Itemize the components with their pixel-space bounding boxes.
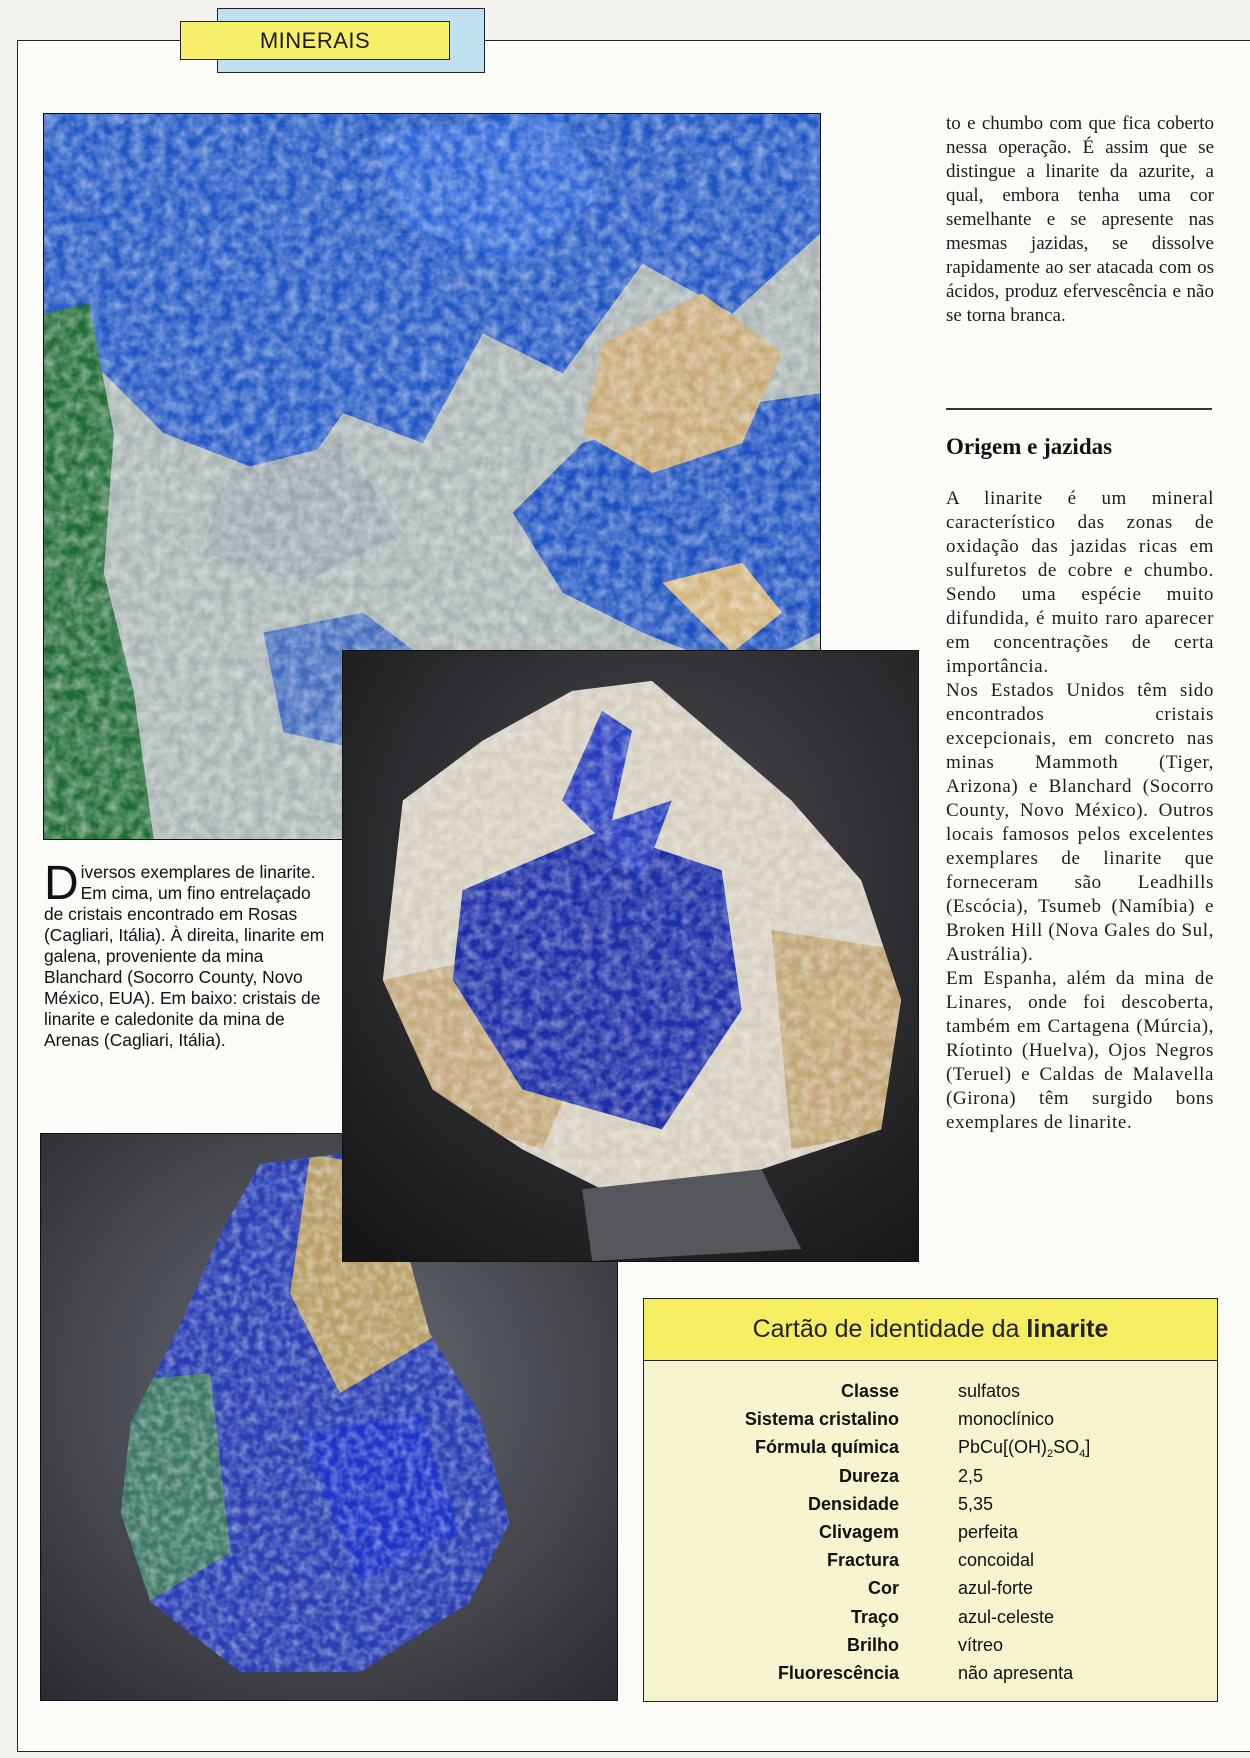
continued-paragraph: to e chumbo com que fica coberto nessa operação. É assim que se distingue a linarite da azurite, a qual, embora tenha uma cor semelhante e se apresente nas mesmas jazidas, se dissolve rapidamente ao ser atacada com os ácidos, produz efervescência e não se torna branca.: [946, 113, 1214, 326]
id-label: Traço: [850, 1606, 899, 1627]
id-label: Dureza: [838, 1465, 899, 1486]
id-row-fluorescencia: [644, 1663, 1217, 1691]
id-value-formula: $PbCu[(OH)_2SO_4]$: [958, 1437, 1091, 1461]
id-label: Fluorescência: [777, 1662, 899, 1683]
id-value: azul-forte: [958, 1578, 1034, 1599]
id-label: Fractura: [826, 1550, 899, 1571]
id-value: não apresenta: [958, 1662, 1074, 1683]
id-row-sistema-cristalino: [644, 1409, 1217, 1437]
identity-card-title-prefix: Cartão de identidade da: [752, 1315, 1027, 1343]
id-value: 2,5: [958, 1465, 984, 1486]
id-label: Brilho: [847, 1634, 899, 1655]
identity-card-title-mineral: linarite: [1026, 1315, 1109, 1343]
id-row-cor: [644, 1578, 1217, 1606]
photo-caption: [44, 857, 334, 1051]
photo-linarite-blanchard: [342, 650, 919, 1262]
identity-card: [643, 1298, 1218, 1702]
origin-paragraph-3: Em Espanha, além da mina de Linares, onde foi descoberta, também em Cartagena (Múrcia), Ríotinto (Huelva), Ojos Negros (Teruel) e Caldas de Malavella (Girona) têm surgido bons exemplares de linarite.: [946, 968, 1214, 1133]
caption-drop-cap: D: [44, 857, 79, 910]
id-label: Cor: [868, 1578, 899, 1599]
id-value: 5,35: [958, 1493, 994, 1514]
section-heading: Origem e jazidas: [946, 434, 1113, 459]
id-label: Clivagem: [818, 1521, 899, 1542]
origin-paragraph-1: A linarite é um mineral característico das zonas de oxidação das jazidas ricas em sulfuretos de cobre e chumbo. Sendo uma espécie muito difundida, é muito raro aparecer em concentrações de certa importância.: [946, 488, 1214, 677]
id-value: azul-celeste: [958, 1606, 1055, 1627]
section-divider: [946, 408, 1212, 410]
id-label: Fórmula química: [754, 1437, 899, 1458]
origin-paragraph-2: Nos Estados Unidos têm sido encontrados cristais excepcionais, em concreto nas minas Mammoth (Tiger, Arizona) e Blanchard (Socorro County, Novo México). Outros locais famosos pelos excelentes exemplares de linarite que forneceram são Leadhills (Escócia), Tsumeb (Namíbia) e Broken Hill (Nova Gales do Sul, Austrália).: [946, 680, 1214, 965]
id-row-classe: [644, 1381, 1217, 1409]
origin-body: [946, 487, 1214, 1135]
id-row-formula-quimica: [644, 1437, 1217, 1465]
id-row-brilho: [644, 1635, 1217, 1663]
id-row-densidade: [644, 1494, 1217, 1522]
caption-text: iversos exemplares de linarite. Em cima, um fino entrelaçado de cristais encontrado em Rosas (Cagliari, Itália). À direita, linarite em galena, proveniente da mina Blanchard (Socorro County, Novo México, EUA). Em baixo: cristais de linarite e caledonite da mina de Arenas (Cagliari, Itália).: [44, 862, 325, 1050]
id-value: concoidal: [958, 1550, 1035, 1571]
id-row-dureza: [644, 1466, 1217, 1494]
id-row-traco: [644, 1607, 1217, 1635]
section-label: MINERAIS: [180, 21, 450, 60]
id-label: Sistema cristalino: [744, 1409, 899, 1430]
id-row-fractura: [644, 1550, 1217, 1578]
id-value: sulfatos: [958, 1381, 1021, 1401]
id-value: vítreo: [958, 1634, 1004, 1655]
id-label: Classe: [840, 1381, 899, 1401]
id-row-clivagem: [644, 1522, 1217, 1550]
identity-card-rows: [644, 1381, 1217, 1691]
identity-card-title: [644, 1299, 1217, 1361]
id-label: Densidade: [807, 1493, 899, 1514]
id-value: monoclínico: [958, 1409, 1055, 1430]
id-value: perfeita: [958, 1521, 1019, 1542]
continued-text: [946, 112, 1214, 328]
